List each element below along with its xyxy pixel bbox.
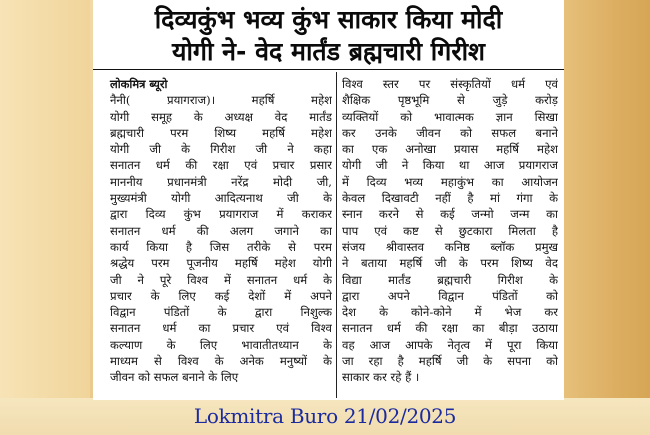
- text-line: कल्याण के लिए भावातीतध्यान के: [110, 337, 332, 352]
- text-line: स्नान करने से कई जन्मो जन्म का: [342, 207, 558, 222]
- newspaper-clipping: [93, 0, 564, 400]
- text-line: शैक्षिक पृष्ठभूमि से जुड़े करोड़: [342, 93, 558, 108]
- byline: लोकमित्र ब्यूरो: [110, 77, 168, 91]
- right-column-text: [342, 76, 558, 386]
- text-line: श्रद्धेय परम पूजनीय महर्षि महेश योगी: [110, 256, 332, 271]
- text-line: जीवन को सफल बनाने के लिए: [110, 370, 239, 385]
- text-line: केवल दिखावटी नहीं है मां गंगा के: [342, 191, 558, 206]
- right-column: [342, 76, 558, 386]
- text-line: विद्वान पंडितों के द्वारा निशुल्क: [110, 305, 332, 320]
- text-line: माध्यम से विश्व के अनेक मनुष्यों के: [110, 354, 332, 369]
- text-line: मुख्यमंत्री योगी आदित्यनाथ जी के: [110, 191, 332, 206]
- text-line: सनातन धर्म का प्रचार एवं विश्व: [110, 321, 332, 336]
- text-line: साकार कर रहे हैं ।: [342, 370, 420, 385]
- text-line: वह आज आपके नेतृत्व में पूरा किया: [342, 337, 558, 352]
- text-line: व्यक्तियों को भावात्मक ज्ञान सिखा: [342, 109, 558, 124]
- text-line: नैनी( प्रयागराज)। महर्षि महेश: [110, 93, 332, 108]
- text-line: माननीय प्रधानमंत्री नरेंद्र मोदी जी,: [110, 174, 332, 189]
- text-line: में दिव्य भव्य महाकुंभ का आयोजन: [342, 174, 558, 189]
- left-column: [110, 76, 332, 386]
- text-line: पाप एवं कष्ट से छुटकारा मिलता है: [342, 223, 558, 238]
- left-column-text: [110, 92, 332, 385]
- text-line: ब्रह्मचारी परम शिष्य महर्षि महेश: [110, 125, 332, 140]
- text-line: द्वारा अपने विद्वान पंडितों को: [342, 288, 558, 303]
- headline: [93, 0, 564, 70]
- text-line: योगी समूह के अध्यक्ष वेद मार्तंड: [110, 109, 332, 124]
- frame-left: [0, 0, 90, 435]
- text-line: कार्य किया है जिस तरीके से परम: [110, 239, 332, 254]
- headline-line-2: योगी ने- वेद मार्तंड ब्रह्मचारी गिरीश: [171, 37, 486, 66]
- text-line: प्रचार के लिए कई देशों में अपने: [110, 288, 332, 303]
- text-line: विश्व स्तर पर संस्कृतियों धर्म एवं: [342, 77, 558, 91]
- text-line: सनातन धर्म की अलग जगाने का: [110, 223, 332, 238]
- text-line: संजय श्रीवास्तव कनिष्ठ ब्लॉक प्रमुख: [342, 239, 558, 254]
- text-line: सनातन धर्म की रक्षा का बीड़ा उठाया: [342, 321, 558, 336]
- text-line: कर उनके जीवन को सफल बनाने: [342, 125, 558, 140]
- text-line: ने बताया महर्षि जी के परम शिष्य वेद: [342, 256, 558, 271]
- text-line: जी ने पूरे विश्व में सनातन धर्म के: [110, 272, 332, 287]
- text-line: विद्या मार्तंड ब्रह्मचारी गिरीश के: [342, 272, 558, 287]
- headline-line-1: दिव्यकुंभ भव्य कुंभ साकार किया मोदी: [154, 5, 503, 34]
- column-divider: [336, 72, 337, 398]
- text-line: का एक अनोखा प्रयास महर्षि महेश: [342, 142, 558, 157]
- text-line: द्वारा दिव्य कुंभ प्रयागराज में कराकर: [110, 207, 332, 222]
- text-line: योगी जी ने किया था आज प्रयागराज: [342, 158, 558, 173]
- caption: Lokmitra Buro 21/02/2025: [193, 404, 457, 428]
- text-line: योगी जी के गिरीश जी ने कहा: [110, 142, 332, 157]
- text-line: सनातन धर्म की रक्षा एवं प्रचार प्रसार: [110, 158, 332, 173]
- text-line: जा रहा है महर्षि जी के सपना को: [342, 354, 558, 369]
- text-line: देश के कोने-कोने में भेज कर: [342, 305, 558, 320]
- frame-right: [564, 0, 650, 435]
